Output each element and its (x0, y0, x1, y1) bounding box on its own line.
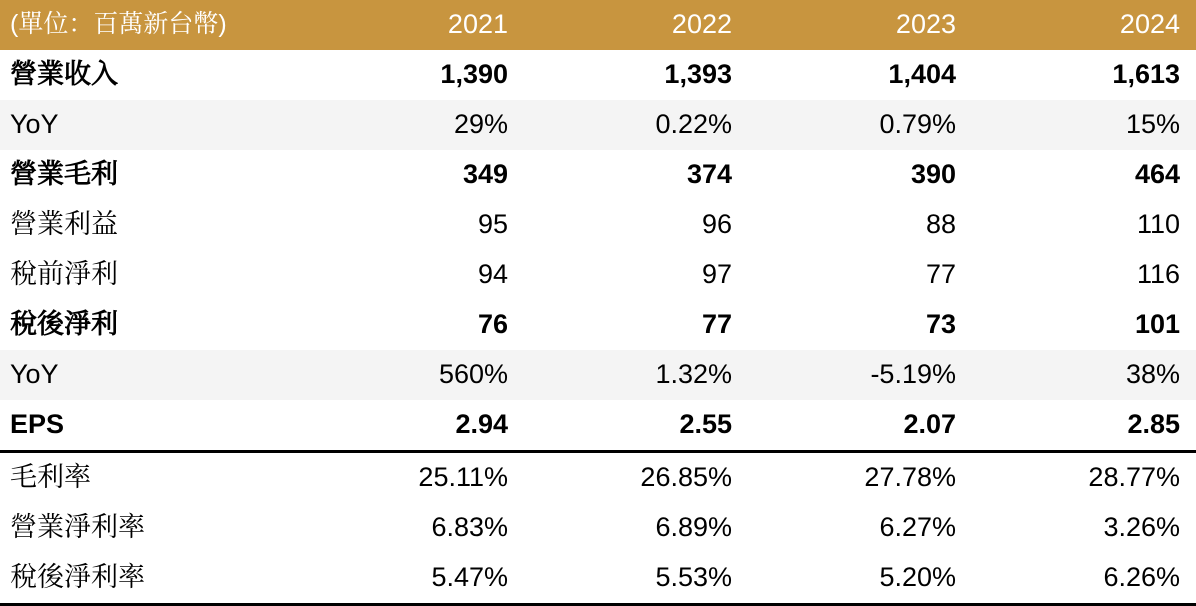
row-label: 稅前淨利 (10, 259, 118, 289)
row-value: 88 (925, 209, 956, 239)
row-value: 1,390 (440, 59, 508, 89)
column-header-year-2021: 2021 (300, 0, 524, 50)
row-value: 29% (300, 100, 524, 150)
row-value: 96 (701, 209, 732, 239)
row-value: 2.55 (679, 409, 732, 439)
row-value: 5.20% (748, 553, 972, 605)
row-value: 95 (477, 209, 508, 239)
row-value: 6.27% (879, 512, 956, 542)
row-value: 97 (701, 259, 732, 289)
table-row (0, 400, 1196, 452)
table-row (0, 452, 1196, 504)
row-value: 2.85 (1127, 409, 1180, 439)
table-header (0, 0, 1196, 50)
row-value: 27.78% (748, 452, 972, 504)
row-value: 3.26% (1103, 512, 1180, 542)
row-value: 15% (972, 100, 1196, 150)
row-value: 349 (462, 159, 508, 189)
row-value: 6.83% (431, 512, 508, 542)
row-value: 464 (1134, 159, 1180, 189)
row-label: 稅後淨利 (10, 309, 118, 339)
row-value: 6.26% (972, 553, 1196, 605)
table-row (0, 553, 1196, 605)
table-body (0, 50, 1196, 605)
row-value: 2.07 (903, 409, 956, 439)
table-row (0, 300, 1196, 350)
table-row (0, 100, 1196, 150)
table-row (0, 50, 1196, 100)
row-value: 2.94 (455, 409, 508, 439)
row-value: 0.22% (524, 100, 748, 150)
table-row (0, 200, 1196, 250)
row-value: 374 (686, 159, 732, 189)
header-row (0, 0, 1196, 50)
row-value: 6.89% (655, 512, 732, 542)
row-value: 1,404 (888, 59, 956, 89)
row-value: 390 (910, 159, 956, 189)
row-value: 101 (1134, 309, 1180, 339)
row-value: 116 (1136, 259, 1180, 289)
row-value: 1.32% (524, 350, 748, 400)
table-row (0, 150, 1196, 200)
row-value: 1,613 (1112, 59, 1180, 89)
row-value: -5.19% (748, 350, 972, 400)
row-label: 稅後淨利率 (0, 553, 300, 605)
row-value: 5.47% (300, 553, 524, 605)
row-value: 25.11% (300, 452, 524, 504)
row-value: 5.53% (524, 553, 748, 605)
row-value: 28.77% (972, 452, 1196, 504)
row-label: YoY (0, 100, 300, 150)
row-value: 26.85% (524, 452, 748, 504)
row-label: YoY (0, 350, 300, 400)
row-value: 94 (477, 259, 508, 289)
column-header-year-2023: 2023 (748, 0, 972, 50)
table-row (0, 250, 1196, 300)
row-label: 營業淨利率 (10, 512, 145, 542)
row-value: 110 (1136, 209, 1180, 239)
table-row (0, 350, 1196, 400)
row-value: 1,393 (664, 59, 732, 89)
row-label: 營業毛利 (10, 159, 118, 189)
row-label: 營業利益 (10, 209, 118, 239)
row-label: 營業收入 (10, 59, 118, 89)
unit-label: (單位：百萬新台幣) (0, 0, 300, 50)
row-label: EPS (10, 409, 65, 439)
row-value: 38% (972, 350, 1196, 400)
row-label: 毛利率 (0, 452, 300, 504)
row-value: 77 (701, 309, 732, 339)
row-value: 560% (300, 350, 524, 400)
row-value: 0.79% (748, 100, 972, 150)
column-header-year-2024: 2024 (972, 0, 1196, 50)
row-value: 76 (477, 309, 508, 339)
row-value: 73 (925, 309, 956, 339)
table-row (0, 503, 1196, 553)
column-header-year-2022: 2022 (524, 0, 748, 50)
row-value: 77 (925, 259, 956, 289)
